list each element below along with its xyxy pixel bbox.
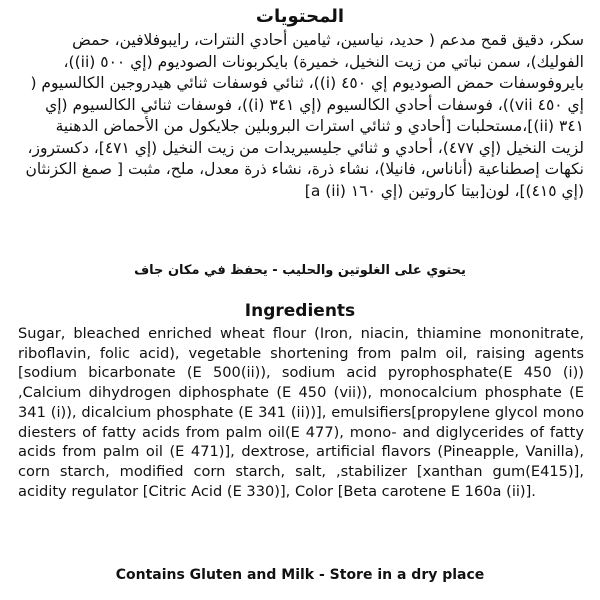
arabic-ingredients-text: سكر، دقيق قمح مدعم ( حديد، نياسين، ثيامين أحادي النترات، رايبوفلافين، حمض الفوليك)، سمن نباتي من زيت النخيل، خميرة) بايكربونات الصوديوم (إي ٥٠٠ (ii))، بايروفوسفات حمض الصوديوم إي ٤٥٠ (i))، ثنائي فوسفات ثنائي هيدروجين الكالسيوم ( إي ٤٥٠ vii))، فوسفات أحادي الكالسيوم (إي ٣٤١ (i))، فوسفات ثنائي الكالسيوم (إي ٣٤١ (ii)]،مستحلبات [أحادي و ثنائي استرات البروبلين جلايكول من الأحماض الدهنية لزيت النخيل (إي ٤٧٧)، أحادي و ثنائي جليسيريدات من زيت النخيل (إي ٤٧١]، دكستروز، نكهات إصطناعية (أناناس، فانيلا)، نشاء ذرة، نشاء ذرة معدل، ملح، مثبت [ صمغ الكزنثان (إي ٤١٥)]، لون[بيتا كاروتين (إي ١٦٠ a (ii)] xyxy=(25,31,584,200)
english-heading: Ingredients xyxy=(244,301,356,321)
english-allergen-storage-note: Contains Gluten and Milk - Store in a dry place xyxy=(115,567,485,583)
english-ingredients-text: Sugar, bleached enriched wheat flour (Iron, niacin, thiamine mononitrate, riboflavin, folic acid), vegetable shortening from palm oil, raising agents [sodium bicarbonate (E 500(ii)), sodium acid pyrophosphate(E 450 (i)) ,Calcium dihydrogen diphosphate (E 450 (vii)), monocalcium phosphate (E 341 (i)), dicalcium phosphate (E 341 (ii))], emulsifiers[propylene glycol mono diesters of fatty acids from palm oil(E 477), mono- and diglycerides of fatty acids from palm oil (E 471)], dextrose, artificial flavors (Pineapple, Vanilla), corn starch, modified corn starch, salt, ,stabilizer [xanthan gum(E415)], acidity regulator [Citric Acid (E 330)], Color [Beta carotene E 160a (ii)]. xyxy=(18,325,584,500)
arabic-allergen-storage-note: يحتوي على الغلوتين والحليب - يحفظ في مكان جاف xyxy=(134,263,466,278)
arabic-heading: المحتويات xyxy=(255,6,345,27)
